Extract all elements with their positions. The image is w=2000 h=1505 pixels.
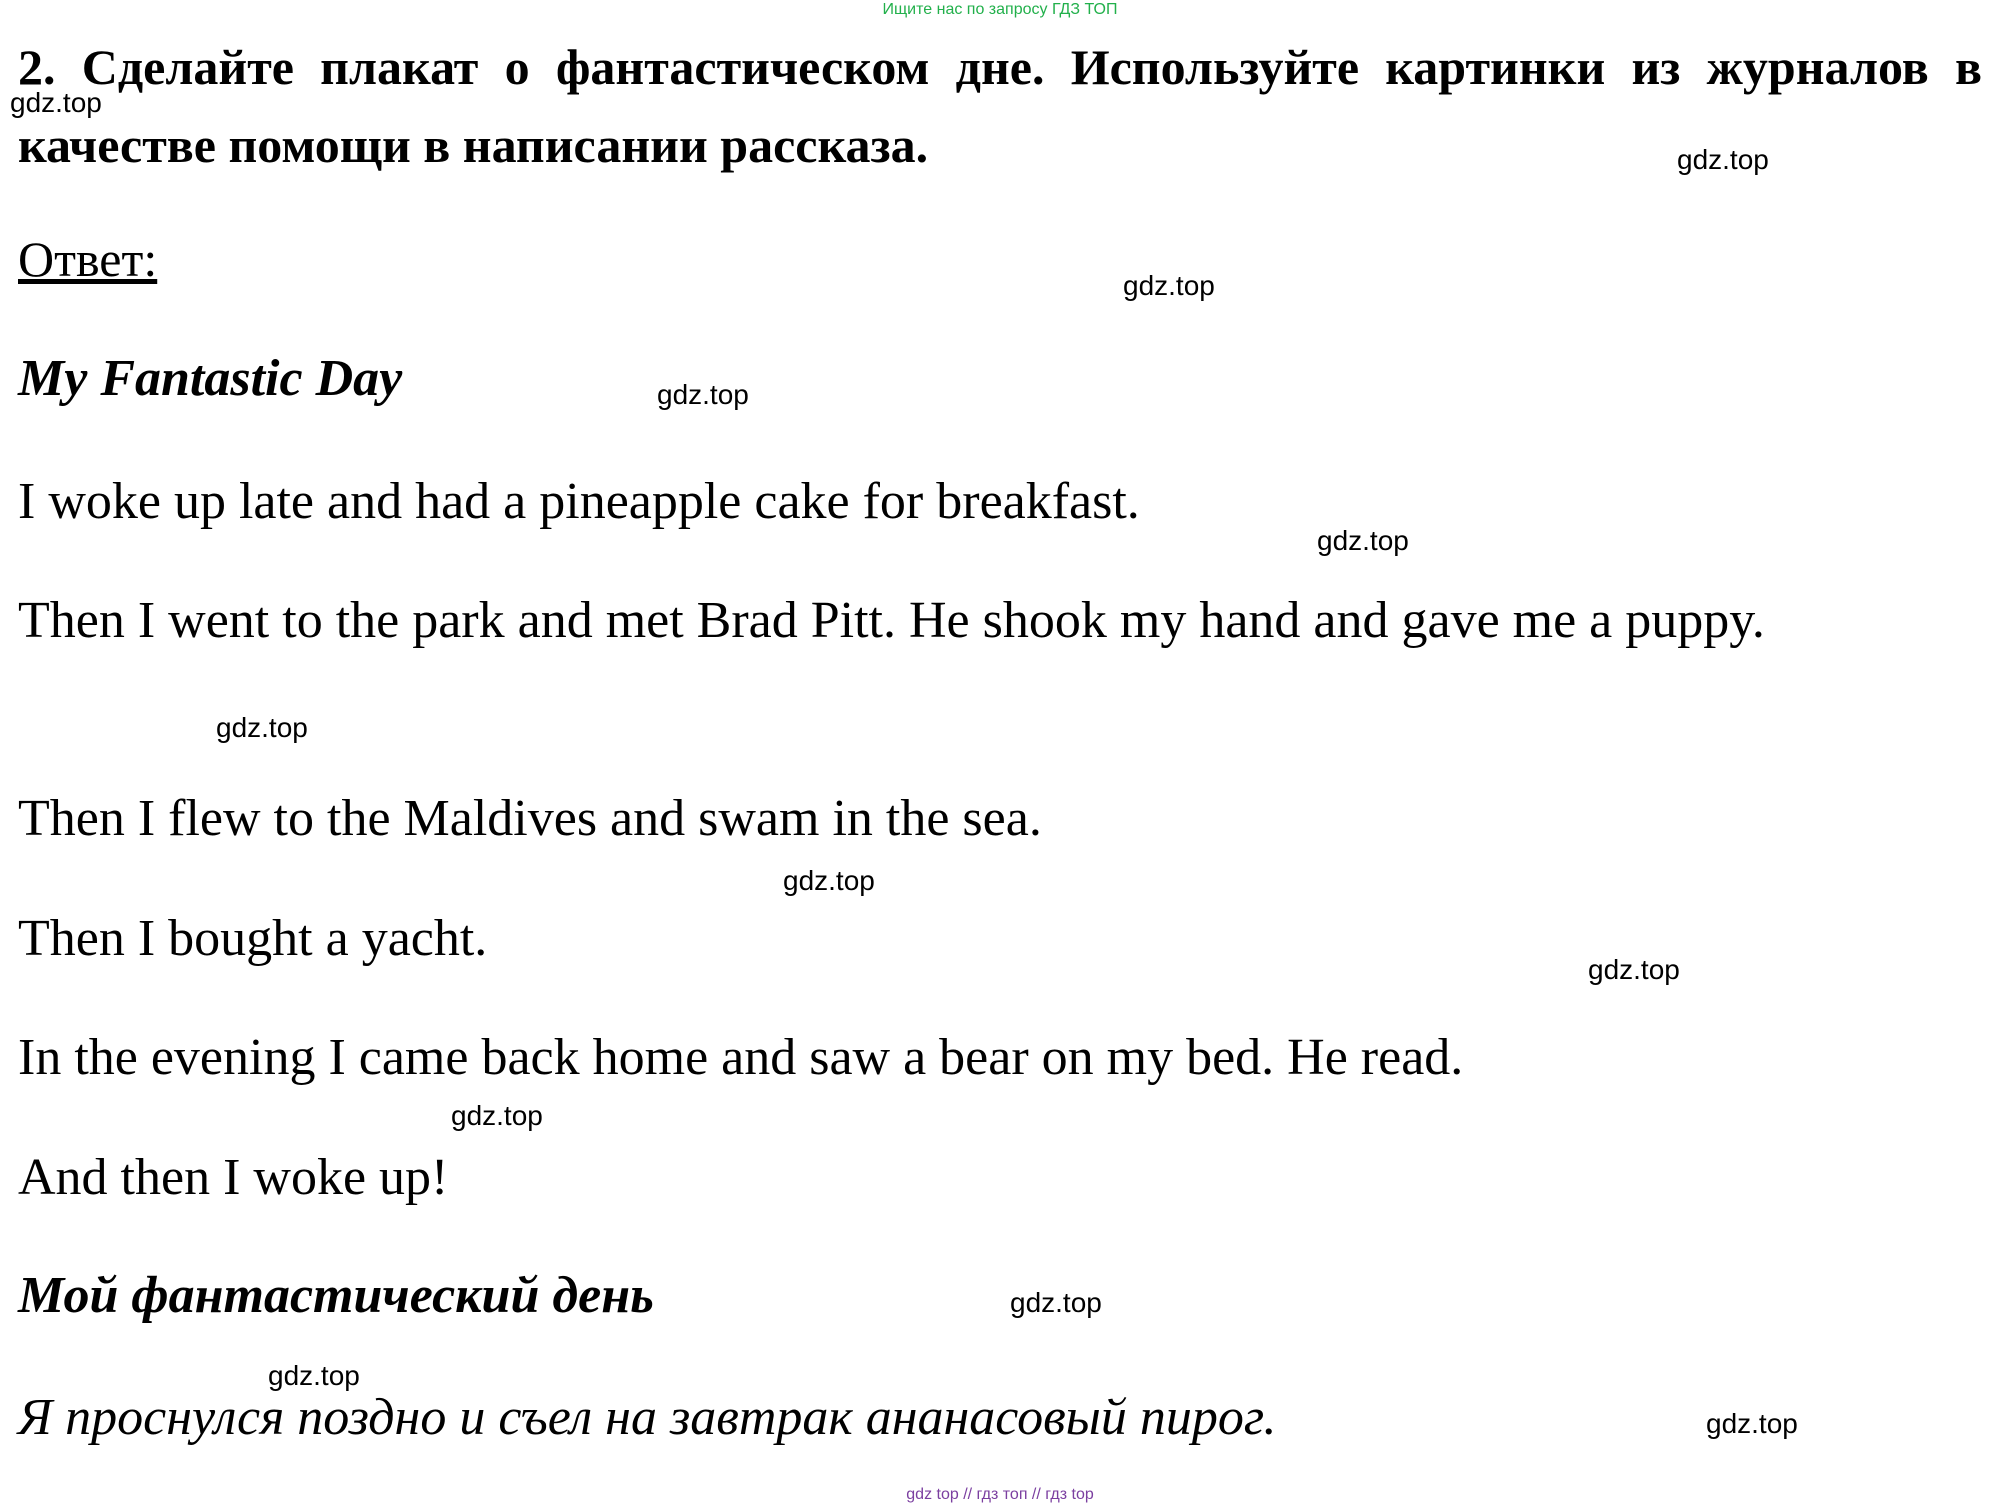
watermark: gdz.top <box>1010 1287 1102 1318</box>
story-paragraph: Then I bought a yacht. <box>18 910 488 967</box>
watermark: gdz.top <box>657 379 749 410</box>
watermark: gdz.top <box>1123 270 1215 301</box>
task-text: 2. Сделайте плакат о фантастическом дне. Используйте картинки из журналов в качестве помощи в написании рассказа. <box>18 39 1982 173</box>
story-paragraph: Then I flew to the Maldives and swam in the sea. <box>18 790 1042 847</box>
story-paragraph: Then I went to the park and met Brad Pitt. He shook my hand and gave me a puppy. <box>18 592 1765 649</box>
story-paragraph: And then I woke up! <box>18 1149 449 1206</box>
story-title-ru: Мой фантастический день <box>18 1267 654 1324</box>
watermark: gdz.top <box>216 712 308 743</box>
top-banner: Ищите нас по запросу ГДЗ ТОП <box>882 1 1118 18</box>
story-paragraph: I woke up late and had a pineapple cake for breakfast. <box>18 473 1140 530</box>
watermark: gdz.top <box>451 1100 543 1131</box>
watermark: gdz.top <box>1317 525 1409 556</box>
watermark: gdz.top <box>783 865 875 896</box>
story-title-en: My Fantastic Day <box>18 350 403 407</box>
story-paragraph: In the evening I came back home and saw a bear on my bed. He read. <box>18 1029 1464 1086</box>
watermark: gdz.top <box>1588 954 1680 985</box>
answer-label: Ответ: <box>18 231 158 287</box>
watermark: gdz.top <box>1706 1408 1798 1439</box>
watermark: gdz.top <box>10 87 102 118</box>
watermark: gdz.top <box>268 1360 360 1391</box>
watermark: gdz.top <box>1677 144 1769 175</box>
footer-links: gdz top // гдз топ // гдз top <box>906 1486 1094 1503</box>
story-paragraph-ru: Я проснулся поздно и съел на завтрак ананасовый пирог. <box>18 1389 1277 1446</box>
